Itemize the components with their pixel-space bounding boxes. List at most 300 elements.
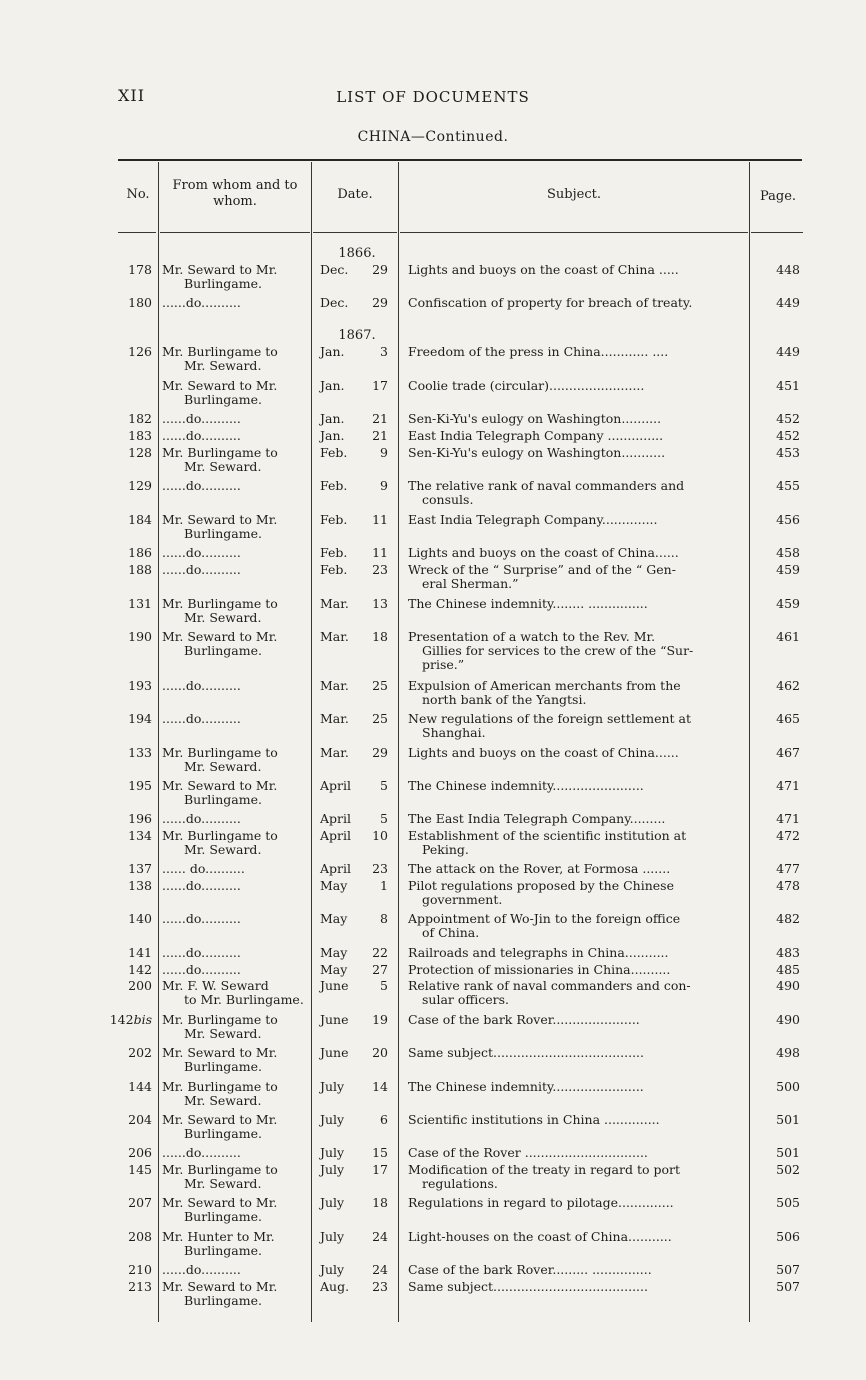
date-day: 24 <box>372 1262 388 1277</box>
subject-line: Same subject...................................... <box>408 1045 644 1060</box>
from-whom <box>162 479 306 493</box>
from-line: Mr. Seward. <box>184 842 262 857</box>
from-line: Mr. Seward to Mr. <box>162 1045 278 1060</box>
doc-number: 134 <box>128 828 152 843</box>
from-whom <box>162 513 308 541</box>
from-whom <box>162 379 308 407</box>
date-month: Jan. <box>320 344 345 359</box>
from-whom <box>162 1230 308 1258</box>
from-line: Mr. F. W. Seward <box>162 978 269 993</box>
date-month: May <box>320 911 348 926</box>
doc-number: 145 <box>128 1162 152 1177</box>
doc-number: 133 <box>128 745 152 760</box>
page-ref: 451 <box>776 378 800 393</box>
date-month: May <box>320 878 348 893</box>
date-day: 5 <box>380 811 388 826</box>
from-line: Mr. Burlingame to <box>162 828 278 843</box>
subject-line: Lights and buoys on the coast of China...... <box>408 745 679 760</box>
date-month: June <box>320 1012 349 1027</box>
page-ref: 501 <box>776 1145 800 1160</box>
date-day: 25 <box>372 678 388 693</box>
from-line: Mr. Seward. <box>184 358 262 373</box>
date-month: April <box>320 811 351 826</box>
header-from: From whom and to whom. <box>172 178 298 209</box>
subject-line: Pilot regulations proposed by the Chinese <box>408 878 674 893</box>
header-rule <box>118 232 156 233</box>
date-day: 19 <box>372 1012 388 1027</box>
subject-line: Sen-Ki-Yu's eulogy on Washington........... <box>408 445 666 460</box>
date-month: Mar. <box>320 678 349 693</box>
from-whom <box>162 979 308 1007</box>
date-month: Mar. <box>320 629 349 644</box>
page-ref: 471 <box>776 778 800 793</box>
subject-line: Lights and buoys on the coast of China...... <box>408 545 679 560</box>
from-line: ......do.......... <box>162 479 241 493</box>
date-day: 27 <box>372 962 388 977</box>
subject-line: of China. <box>422 925 480 940</box>
date-day: 18 <box>372 629 388 644</box>
from-whom <box>162 1013 308 1041</box>
doc-number: 207 <box>128 1195 152 1210</box>
doc-number: 144 <box>128 1079 152 1094</box>
doc-number: 128 <box>128 445 152 460</box>
page-ref: 452 <box>776 428 800 443</box>
page-ref: 483 <box>776 945 800 960</box>
doc-number: 196 <box>128 811 152 826</box>
subject-line: Modification of the treaty in regard to port <box>408 1162 681 1177</box>
page-ref: 453 <box>776 445 800 460</box>
page-ref: 500 <box>776 1079 800 1094</box>
subject-line: Same subject....................................... <box>408 1279 648 1294</box>
doc-number: 210 <box>128 1262 152 1277</box>
from-whom <box>162 879 306 893</box>
subject-line: Peking. <box>422 842 469 857</box>
doc-number: 204 <box>128 1112 152 1127</box>
doc-number: 126 <box>128 344 152 359</box>
from-whom <box>162 546 306 560</box>
date-day: 9 <box>380 445 388 460</box>
date-day: 11 <box>372 512 388 527</box>
year-label: 1867. <box>338 328 376 343</box>
from-whom <box>162 630 308 658</box>
date-day: 17 <box>372 378 388 393</box>
page-ref: 462 <box>776 678 800 693</box>
date-day: 23 <box>372 861 388 876</box>
page-ref: 501 <box>776 1112 800 1127</box>
from-whom <box>162 345 308 373</box>
from-line: Mr. Seward to Mr. <box>162 1112 278 1127</box>
subject <box>408 1013 745 1027</box>
from-line: Mr. Seward. <box>184 459 262 474</box>
column-divider <box>311 162 312 1322</box>
from-line: Burlingame. <box>184 1059 262 1074</box>
column-divider <box>749 162 750 1322</box>
subject-line: prise.” <box>422 657 465 672</box>
date-month: Mar. <box>320 711 349 726</box>
page-ref: 459 <box>776 596 800 611</box>
from-line: Mr. Seward to Mr. <box>162 778 278 793</box>
doc-number: 195 <box>128 778 152 793</box>
from-whom <box>162 263 308 291</box>
from-whom <box>162 1080 308 1108</box>
subject-line: Case of the bark Rover......... ............... <box>408 1262 652 1277</box>
from-whom <box>162 862 306 876</box>
subject-line: The Chinese indemnity........ ............... <box>408 596 648 611</box>
subject-line: Gillies for services to the crew of the “Sur- <box>422 643 694 658</box>
from-whom <box>162 1196 308 1224</box>
subject-line: The Chinese indemnity....................... <box>408 778 644 793</box>
subject <box>408 829 745 857</box>
from-line: Mr. Seward. <box>184 1026 262 1041</box>
from-line: Mr. Seward to Mr. <box>162 512 278 527</box>
page-ref: 502 <box>776 1162 800 1177</box>
from-line: Mr. Seward. <box>184 1176 262 1191</box>
subject <box>408 1163 745 1191</box>
from-line: ......do.......... <box>162 1146 241 1160</box>
subject-line: regulations. <box>422 1176 498 1191</box>
from-line: Mr. Seward to Mr. <box>162 378 278 393</box>
from-line: Burlingame. <box>184 1293 262 1308</box>
page-ref: 490 <box>776 978 800 993</box>
date-month: Feb. <box>320 478 348 493</box>
from-line: ......do.......... <box>162 429 241 443</box>
from-whom <box>162 829 308 857</box>
from-line: ......do.......... <box>162 412 241 426</box>
page-ref: 507 <box>776 1262 800 1277</box>
subject <box>408 1080 745 1094</box>
subject-line: eral Sherman.” <box>422 576 519 591</box>
subject <box>408 1263 745 1277</box>
page-ref: 455 <box>776 478 800 493</box>
subject-line: Freedom of the press in China............ .... <box>408 344 669 359</box>
doc-number: 129 <box>128 478 152 493</box>
from-whom <box>162 597 308 625</box>
date-month: July <box>320 1195 345 1210</box>
subject-line: north bank of the Yangtsi. <box>422 692 587 707</box>
from-line: Burlingame. <box>184 276 262 291</box>
date-month: July <box>320 1079 345 1094</box>
subject-line: Protection of missionaries in China.......... <box>408 962 671 977</box>
from-line: to Mr. Burlingame. <box>184 992 304 1007</box>
date-month: June <box>320 1045 349 1060</box>
subject <box>408 1230 745 1244</box>
date-month: April <box>320 778 351 793</box>
date-day: 29 <box>372 745 388 760</box>
page-ref: 459 <box>776 562 800 577</box>
page-ref: 478 <box>776 878 800 893</box>
doc-number: 141 <box>128 945 152 960</box>
subject <box>408 546 745 560</box>
subject <box>408 479 745 507</box>
subject <box>408 712 745 740</box>
subject-line: Case of the Rover ............................... <box>408 1145 648 1160</box>
from-line: ......do.......... <box>162 812 241 826</box>
from-whom <box>162 1113 308 1141</box>
subject-line: government. <box>422 892 503 907</box>
page-ref: 452 <box>776 411 800 426</box>
from-whom <box>162 812 306 826</box>
subject <box>408 1280 745 1294</box>
from-line: ......do.......... <box>162 912 241 926</box>
column-divider <box>398 162 399 1322</box>
subject-line: Shanghai. <box>422 725 486 740</box>
from-line: Mr. Burlingame to <box>162 1162 278 1177</box>
doc-number: 186 <box>128 545 152 560</box>
date-month: April <box>320 861 351 876</box>
from-whom <box>162 296 306 310</box>
table-top-rule <box>118 159 802 161</box>
from-line: ......do.......... <box>162 879 241 893</box>
date-day: 23 <box>372 1279 388 1294</box>
date-month: June <box>320 978 349 993</box>
date-day: 10 <box>372 828 388 843</box>
date-month: Jan. <box>320 411 345 426</box>
subject <box>408 563 745 591</box>
date-day: 18 <box>372 1195 388 1210</box>
from-line: Mr. Seward. <box>184 759 262 774</box>
subject <box>408 862 745 876</box>
from-line: Mr. Seward to Mr. <box>162 629 278 644</box>
from-line: Mr. Seward to Mr. <box>162 1279 278 1294</box>
page-ref: 490 <box>776 1012 800 1027</box>
from-line: Burlingame. <box>184 526 262 541</box>
date-day: 8 <box>380 911 388 926</box>
from-line: Mr. Burlingame to <box>162 1012 278 1027</box>
from-line: Mr. Seward. <box>184 610 262 625</box>
running-title: LIST OF DOCUMENTS <box>336 88 530 106</box>
date-month: Feb. <box>320 512 348 527</box>
subject <box>408 912 745 940</box>
subject-line: Relative rank of naval commanders and con- <box>408 978 691 993</box>
date-month: Feb. <box>320 445 348 460</box>
subject-line: Wreck of the “ Surprise” and of the “ Gen- <box>408 562 676 577</box>
page-ref: 448 <box>776 262 800 277</box>
doc-number: 184 <box>128 512 152 527</box>
from-whom <box>162 1280 308 1308</box>
header-rule <box>313 232 397 233</box>
header-rule <box>160 232 310 233</box>
subject <box>408 1146 745 1160</box>
page-ref: 507 <box>776 1279 800 1294</box>
from-line: ......do.......... <box>162 296 241 310</box>
doc-number: 182 <box>128 411 152 426</box>
subject-line: The attack on the Rover, at Formosa ....... <box>408 861 671 876</box>
date-month: May <box>320 945 348 960</box>
subject <box>408 946 745 960</box>
from-line: Mr. Burlingame to <box>162 344 278 359</box>
from-whom <box>162 429 306 443</box>
doc-number: 178 <box>128 262 152 277</box>
from-whom <box>162 1163 308 1191</box>
from-whom <box>162 1146 306 1160</box>
from-whom <box>162 963 306 977</box>
page-ref: 471 <box>776 811 800 826</box>
year-label: 1866. <box>338 246 376 261</box>
subject-line: The East India Telegraph Company......... <box>408 811 666 826</box>
subject-line: East India Telegraph Company .............. <box>408 428 664 443</box>
date-day: 5 <box>380 778 388 793</box>
from-line: Burlingame. <box>184 1243 262 1258</box>
subject <box>408 879 745 907</box>
date-month: July <box>320 1262 345 1277</box>
section-title: CHINA—Continued. <box>357 129 509 145</box>
date-day: 11 <box>372 545 388 560</box>
from-line: Burlingame. <box>184 392 262 407</box>
header-subject: Subject. <box>547 187 601 202</box>
from-whom <box>162 1263 306 1277</box>
subject <box>408 963 745 977</box>
doc-number: 183 <box>128 428 152 443</box>
header-page: Page. <box>759 189 797 204</box>
doc-number-suffix: bis <box>133 1012 152 1027</box>
subject <box>408 1046 745 1060</box>
from-line: Burlingame. <box>184 1209 262 1224</box>
date-month: Aug. <box>320 1279 350 1294</box>
date-month: July <box>320 1145 345 1160</box>
doc-number: 180 <box>128 295 152 310</box>
subject-line: Presentation of a watch to the Rev. Mr. <box>408 629 656 644</box>
subject-line: The relative rank of naval commanders and <box>408 478 685 493</box>
page-ref: 482 <box>776 911 800 926</box>
subject <box>408 296 745 310</box>
subject <box>408 779 745 793</box>
doc-number: 193 <box>128 678 152 693</box>
from-whom <box>162 563 306 577</box>
from-whom <box>162 446 308 474</box>
date-day: 5 <box>380 978 388 993</box>
from-line: ...... do.......... <box>162 862 245 876</box>
header-no: No. <box>126 187 150 202</box>
subject-line: Expulsion of American merchants from the <box>408 678 681 693</box>
from-line: Mr. Burlingame to <box>162 1079 278 1094</box>
subject-line: Appointment of Wo-Jin to the foreign office <box>408 911 681 926</box>
date-month: July <box>320 1112 345 1127</box>
date-day: 29 <box>372 262 388 277</box>
from-line: ......do.......... <box>162 546 241 560</box>
date-day: 22 <box>372 945 388 960</box>
date-day: 14 <box>372 1079 388 1094</box>
doc-number: 140 <box>128 911 152 926</box>
from-whom <box>162 746 308 774</box>
doc-number: 131 <box>128 596 152 611</box>
subject <box>408 679 745 707</box>
subject-line: Coolie trade (circular)........................ <box>408 378 645 393</box>
from-line: ......do.......... <box>162 946 241 960</box>
subject <box>408 412 745 426</box>
doc-number: 190 <box>128 629 152 644</box>
date-month: May <box>320 962 348 977</box>
subject-line: Sen-Ki-Yu's eulogy on Washington.......... <box>408 411 662 426</box>
doc-number: 138 <box>128 878 152 893</box>
date-day: 17 <box>372 1162 388 1177</box>
subject-line: Case of the bark Rover...................... <box>408 1012 640 1027</box>
subject-line: Lights and buoys on the coast of China ..... <box>408 262 679 277</box>
date-month: Jan. <box>320 428 345 443</box>
doc-number: 142 <box>128 962 152 977</box>
doc-number: 208 <box>128 1229 152 1244</box>
subject <box>408 812 745 826</box>
date-day: 13 <box>372 596 388 611</box>
doc-number: 213 <box>128 1279 152 1294</box>
from-line: Burlingame. <box>184 643 262 658</box>
column-divider <box>158 162 159 1322</box>
from-line: ......do.......... <box>162 679 241 693</box>
subject <box>408 1113 745 1127</box>
header-rule <box>751 232 803 233</box>
from-whom <box>162 1046 308 1074</box>
date-month: April <box>320 828 351 843</box>
page-ref: 506 <box>776 1229 800 1244</box>
from-line: Mr. Hunter to Mr. <box>162 1229 275 1244</box>
subject-line: New regulations of the foreign settlement at <box>408 711 692 726</box>
subject <box>408 630 745 672</box>
page-ref: 465 <box>776 711 800 726</box>
header-date: Date. <box>337 187 373 202</box>
from-line: Mr. Seward to Mr. <box>162 262 278 277</box>
doc-number: 200 <box>128 978 152 993</box>
from-line: Mr. Seward. <box>184 1093 262 1108</box>
from-line: ......do.......... <box>162 1263 241 1277</box>
from-whom <box>162 679 306 693</box>
date-day: 25 <box>372 711 388 726</box>
subject-line: The Chinese indemnity....................... <box>408 1079 644 1094</box>
date-day: 1 <box>380 878 388 893</box>
header-rule <box>400 232 748 233</box>
subject-line: Light-houses on the coast of China........... <box>408 1229 672 1244</box>
date-day: 20 <box>372 1045 388 1060</box>
subject-line: sular officers. <box>422 992 510 1007</box>
subject-line: Confiscation of property for breach of treaty. <box>408 295 693 310</box>
from-line: ......do.......... <box>162 963 241 977</box>
page-number: XII <box>118 86 146 105</box>
subject <box>408 597 745 611</box>
date-month: July <box>320 1162 345 1177</box>
from-whom <box>162 912 306 926</box>
page-ref: 467 <box>776 745 800 760</box>
from-whom <box>162 712 306 726</box>
from-whom <box>162 779 308 807</box>
from-whom <box>162 946 306 960</box>
date-month: July <box>320 1229 345 1244</box>
subject <box>408 379 745 393</box>
doc-number: 137 <box>128 861 152 876</box>
date-day: 15 <box>372 1145 388 1160</box>
subject <box>408 979 745 1007</box>
subject <box>408 263 745 277</box>
subject-line: Regulations in regard to pilotage.............. <box>408 1195 674 1210</box>
from-line: Mr. Burlingame to <box>162 596 278 611</box>
subject-line: Establishment of the scientific institution at <box>408 828 687 843</box>
from-line: Mr. Seward to Mr. <box>162 1195 278 1210</box>
page-ref: 477 <box>776 861 800 876</box>
page-ref: 458 <box>776 545 800 560</box>
page-ref: 485 <box>776 962 800 977</box>
page-ref: 449 <box>776 344 800 359</box>
page-ref: 505 <box>776 1195 800 1210</box>
from-line: Mr. Burlingame to <box>162 445 278 460</box>
date-day: 21 <box>372 411 388 426</box>
page-ref: 498 <box>776 1045 800 1060</box>
doc-number: 188 <box>128 562 152 577</box>
subject <box>408 446 745 460</box>
subject <box>408 746 745 760</box>
subject-line: East India Telegraph Company.............. <box>408 512 658 527</box>
from-line: Burlingame. <box>184 792 262 807</box>
date-month: Mar. <box>320 596 349 611</box>
date-day: 6 <box>380 1112 388 1127</box>
subject-line: Railroads and telegraphs in China........... <box>408 945 669 960</box>
date-day: 3 <box>380 344 388 359</box>
